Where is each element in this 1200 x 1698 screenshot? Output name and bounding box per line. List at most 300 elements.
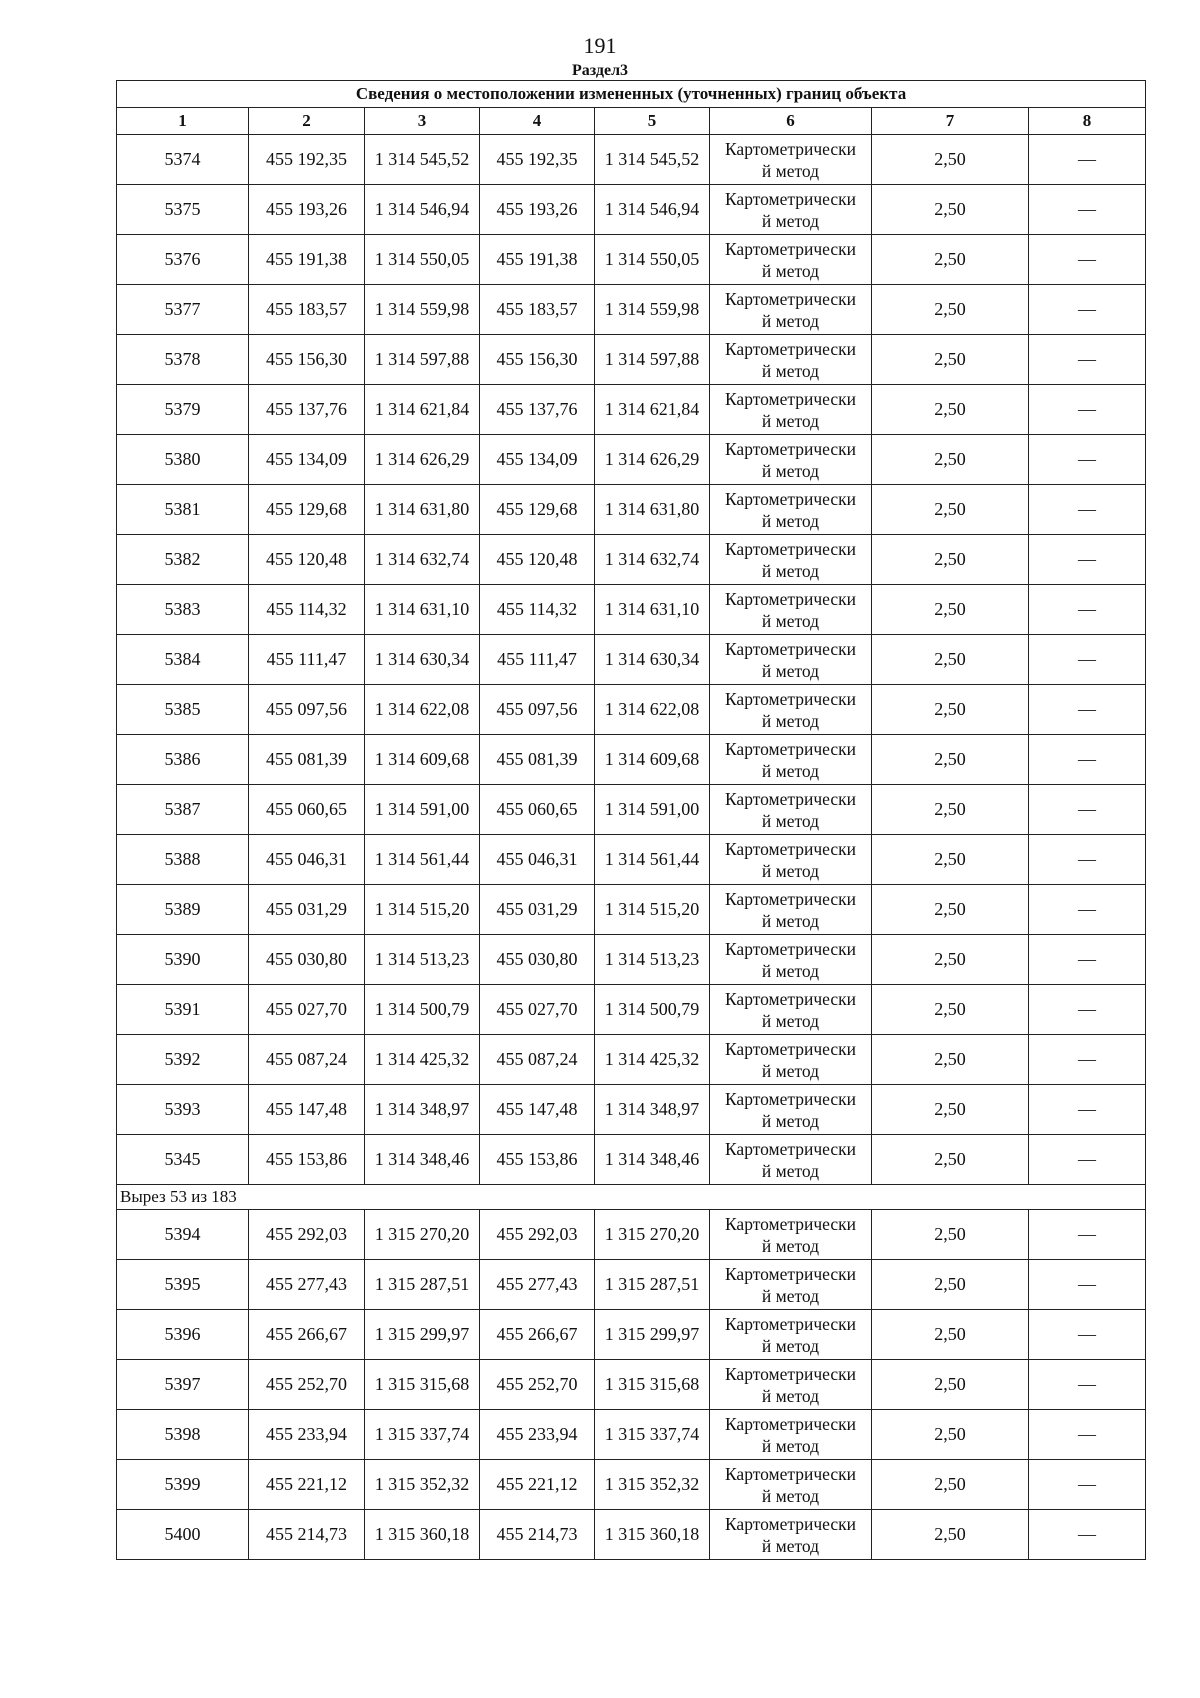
cell-y-new: 1 314 630,34 bbox=[595, 635, 710, 685]
cell-description: — bbox=[1029, 435, 1146, 485]
cell-point-number: 5383 bbox=[117, 585, 249, 635]
method-text: й метод bbox=[761, 1285, 820, 1306]
column-number: 2 bbox=[249, 108, 365, 135]
table-row bbox=[117, 1510, 1146, 1560]
cell-point-number: 5345 bbox=[117, 1135, 249, 1185]
cell-description: — bbox=[1029, 635, 1146, 685]
cell-point-number: 5396 bbox=[117, 1310, 249, 1360]
cell-point-number: 5375 bbox=[117, 185, 249, 235]
cell-x-existing: 455 221,12 bbox=[249, 1460, 365, 1510]
cell-description: — bbox=[1029, 235, 1146, 285]
cell-accuracy: 2,50 bbox=[872, 1210, 1029, 1260]
cell-y-existing: 1 314 631,10 bbox=[365, 585, 480, 635]
cell-point-number: 5400 bbox=[117, 1510, 249, 1560]
cell-y-existing: 1 314 513,23 bbox=[365, 935, 480, 985]
cell-description: — bbox=[1029, 1360, 1146, 1410]
cell-x-new: 455 266,67 bbox=[480, 1310, 595, 1360]
method-text: й метод bbox=[761, 860, 820, 881]
cell-point-number: 5379 bbox=[117, 385, 249, 435]
cell-x-new: 455 031,29 bbox=[480, 885, 595, 935]
cell-method bbox=[710, 1210, 872, 1260]
cell-accuracy: 2,50 bbox=[872, 335, 1029, 385]
cell-method bbox=[710, 485, 872, 535]
cell-y-new: 1 314 597,88 bbox=[595, 335, 710, 385]
method-text: й метод bbox=[761, 710, 820, 731]
cell-x-new: 455 046,31 bbox=[480, 835, 595, 885]
method-text: Картометрически bbox=[724, 1138, 857, 1159]
cell-method bbox=[710, 1360, 872, 1410]
cell-x-new: 455 221,12 bbox=[480, 1460, 595, 1510]
cell-y-new: 1 314 348,46 bbox=[595, 1135, 710, 1185]
cell-description: — bbox=[1029, 385, 1146, 435]
method-text: й метод bbox=[761, 260, 820, 281]
cell-description: — bbox=[1029, 335, 1146, 385]
method-text: й метод bbox=[761, 160, 820, 181]
cell-x-existing: 455 081,39 bbox=[249, 735, 365, 785]
cell-method bbox=[710, 1085, 872, 1135]
cell-description: — bbox=[1029, 835, 1146, 885]
cell-x-existing: 455 097,56 bbox=[249, 685, 365, 735]
cell-y-new: 1 314 631,10 bbox=[595, 585, 710, 635]
cell-y-new: 1 314 550,05 bbox=[595, 235, 710, 285]
cell-point-number: 5389 bbox=[117, 885, 249, 935]
cell-x-existing: 455 087,24 bbox=[249, 1035, 365, 1085]
column-number: 7 bbox=[872, 108, 1029, 135]
cell-x-new: 455 027,70 bbox=[480, 985, 595, 1035]
column-number: 1 bbox=[117, 108, 249, 135]
cell-accuracy: 2,50 bbox=[872, 885, 1029, 935]
column-number: 8 bbox=[1029, 108, 1146, 135]
cell-y-new: 1 315 299,97 bbox=[595, 1310, 710, 1360]
cell-accuracy: 2,50 bbox=[872, 585, 1029, 635]
method-text: Картометрически bbox=[724, 238, 857, 259]
method-text: Картометрически bbox=[724, 188, 857, 209]
cell-y-existing: 1 315 299,97 bbox=[365, 1310, 480, 1360]
method-text: Картометрически bbox=[724, 338, 857, 359]
cell-point-number: 5377 bbox=[117, 285, 249, 335]
cell-y-existing: 1 314 546,94 bbox=[365, 185, 480, 235]
cell-y-existing: 1 314 630,34 bbox=[365, 635, 480, 685]
cell-y-existing: 1 314 500,79 bbox=[365, 985, 480, 1035]
method-text: Картометрически bbox=[724, 988, 857, 1009]
contour-group-row bbox=[117, 1185, 1146, 1210]
table-row bbox=[117, 835, 1146, 885]
cell-point-number: 5386 bbox=[117, 735, 249, 785]
cell-y-new: 1 314 626,29 bbox=[595, 435, 710, 485]
cell-method bbox=[710, 1035, 872, 1085]
method-text: й метод bbox=[761, 910, 820, 931]
cell-accuracy: 2,50 bbox=[872, 285, 1029, 335]
cell-description: — bbox=[1029, 285, 1146, 335]
method-text: Картометрически bbox=[724, 1038, 857, 1059]
cell-y-new: 1 314 631,80 bbox=[595, 485, 710, 535]
cell-description: — bbox=[1029, 685, 1146, 735]
cell-point-number: 5387 bbox=[117, 785, 249, 835]
cell-accuracy: 2,50 bbox=[872, 435, 1029, 485]
method-text: й метод bbox=[761, 210, 820, 231]
cell-point-number: 5384 bbox=[117, 635, 249, 685]
method-text: й метод bbox=[761, 810, 820, 831]
table-row bbox=[117, 885, 1146, 935]
cell-y-new: 1 314 632,74 bbox=[595, 535, 710, 585]
cell-description: — bbox=[1029, 785, 1146, 835]
cell-method bbox=[710, 1460, 872, 1510]
cell-point-number: 5380 bbox=[117, 435, 249, 485]
cell-y-new: 1 314 609,68 bbox=[595, 735, 710, 785]
cell-y-new: 1 314 425,32 bbox=[595, 1035, 710, 1085]
method-text: Картометрически bbox=[724, 138, 857, 159]
cell-y-existing: 1 314 348,46 bbox=[365, 1135, 480, 1185]
cell-description: — bbox=[1029, 1210, 1146, 1260]
cell-x-existing: 455 252,70 bbox=[249, 1360, 365, 1410]
cell-description: — bbox=[1029, 1510, 1146, 1560]
cell-point-number: 5399 bbox=[117, 1460, 249, 1510]
cell-x-new: 455 191,38 bbox=[480, 235, 595, 285]
cell-x-new: 455 252,70 bbox=[480, 1360, 595, 1410]
cell-x-existing: 455 137,76 bbox=[249, 385, 365, 435]
cell-y-existing: 1 314 545,52 bbox=[365, 135, 480, 185]
cell-x-new: 455 137,76 bbox=[480, 385, 595, 435]
cell-y-existing: 1 314 550,05 bbox=[365, 235, 480, 285]
method-text: й метод bbox=[761, 1160, 820, 1181]
cell-x-existing: 455 134,09 bbox=[249, 435, 365, 485]
cell-method bbox=[710, 1510, 872, 1560]
table-row bbox=[117, 435, 1146, 485]
table-row bbox=[117, 335, 1146, 385]
cell-x-existing: 455 120,48 bbox=[249, 535, 365, 585]
cell-point-number: 5397 bbox=[117, 1360, 249, 1410]
cell-x-new: 455 111,47 bbox=[480, 635, 595, 685]
cell-point-number: 5378 bbox=[117, 335, 249, 385]
cell-y-new: 1 314 621,84 bbox=[595, 385, 710, 435]
cell-y-existing: 1 314 348,97 bbox=[365, 1085, 480, 1135]
cell-description: — bbox=[1029, 1135, 1146, 1185]
method-text: й метод bbox=[761, 360, 820, 381]
cell-y-existing: 1 314 621,84 bbox=[365, 385, 480, 435]
table-row bbox=[117, 1085, 1146, 1135]
method-text: й метод bbox=[761, 410, 820, 431]
cell-x-existing: 455 114,32 bbox=[249, 585, 365, 635]
cell-y-existing: 1 314 622,08 bbox=[365, 685, 480, 735]
cell-y-existing: 1 314 609,68 bbox=[365, 735, 480, 785]
method-text: й метод bbox=[761, 310, 820, 331]
cell-description: — bbox=[1029, 985, 1146, 1035]
cell-point-number: 5395 bbox=[117, 1260, 249, 1310]
cell-description: — bbox=[1029, 135, 1146, 185]
method-text: й метод bbox=[761, 1435, 820, 1456]
method-text: Картометрически bbox=[724, 738, 857, 759]
cell-method bbox=[710, 135, 872, 185]
cell-method bbox=[710, 185, 872, 235]
cell-x-new: 455 030,80 bbox=[480, 935, 595, 985]
method-text: й метод bbox=[761, 660, 820, 681]
table-row bbox=[117, 535, 1146, 585]
cell-description: — bbox=[1029, 1310, 1146, 1360]
cell-x-existing: 455 277,43 bbox=[249, 1260, 365, 1310]
cell-x-new: 455 183,57 bbox=[480, 285, 595, 335]
cell-y-new: 1 314 348,97 bbox=[595, 1085, 710, 1135]
method-text: й метод bbox=[761, 1010, 820, 1031]
cell-description: — bbox=[1029, 1410, 1146, 1460]
method-text: й метод bbox=[761, 1535, 820, 1556]
cell-point-number: 5388 bbox=[117, 835, 249, 885]
cell-method bbox=[710, 335, 872, 385]
table-row bbox=[117, 1135, 1146, 1185]
section-title: Раздел3 bbox=[571, 62, 629, 79]
cell-x-new: 455 120,48 bbox=[480, 535, 595, 585]
column-number: 6 bbox=[710, 108, 872, 135]
method-text: Картометрически bbox=[724, 488, 857, 509]
table-row bbox=[117, 985, 1146, 1035]
method-text: Картометрически bbox=[724, 1413, 857, 1434]
cell-y-existing: 1 314 626,29 bbox=[365, 435, 480, 485]
cell-x-existing: 455 193,26 bbox=[249, 185, 365, 235]
cell-x-existing: 455 191,38 bbox=[249, 235, 365, 285]
cell-point-number: 5398 bbox=[117, 1410, 249, 1460]
cell-method bbox=[710, 785, 872, 835]
cell-description: — bbox=[1029, 885, 1146, 935]
cell-point-number: 5376 bbox=[117, 235, 249, 285]
cell-accuracy: 2,50 bbox=[872, 1035, 1029, 1085]
cell-x-new: 455 087,24 bbox=[480, 1035, 595, 1085]
table-row bbox=[117, 1360, 1146, 1410]
column-number: 5 bbox=[595, 108, 710, 135]
cell-y-new: 1 314 500,79 bbox=[595, 985, 710, 1035]
cell-x-existing: 455 031,29 bbox=[249, 885, 365, 935]
cell-accuracy: 2,50 bbox=[872, 985, 1029, 1035]
cell-y-existing: 1 315 360,18 bbox=[365, 1510, 480, 1560]
cell-x-new: 455 060,65 bbox=[480, 785, 595, 835]
cell-x-new: 455 153,86 bbox=[480, 1135, 595, 1185]
cell-y-existing: 1 315 287,51 bbox=[365, 1260, 480, 1310]
cell-method bbox=[710, 285, 872, 335]
cell-description: — bbox=[1029, 185, 1146, 235]
cell-method bbox=[710, 885, 872, 935]
method-text: й метод bbox=[761, 610, 820, 631]
table-row bbox=[117, 235, 1146, 285]
table-row bbox=[117, 135, 1146, 185]
cell-description: — bbox=[1029, 1260, 1146, 1310]
cell-method bbox=[710, 735, 872, 785]
cell-description: — bbox=[1029, 1085, 1146, 1135]
method-text: й метод bbox=[761, 1385, 820, 1406]
cell-y-new: 1 315 270,20 bbox=[595, 1210, 710, 1260]
method-text: Картометрически bbox=[724, 838, 857, 859]
cell-x-existing: 455 266,67 bbox=[249, 1310, 365, 1360]
cell-method bbox=[710, 935, 872, 985]
cell-point-number: 5390 bbox=[117, 935, 249, 985]
table-caption-row bbox=[117, 81, 1146, 108]
cell-accuracy: 2,50 bbox=[872, 185, 1029, 235]
cell-y-new: 1 314 513,23 bbox=[595, 935, 710, 985]
cell-x-existing: 455 027,70 bbox=[249, 985, 365, 1035]
cell-x-existing: 455 111,47 bbox=[249, 635, 365, 685]
cell-x-existing: 455 292,03 bbox=[249, 1210, 365, 1260]
method-text: Картометрически bbox=[724, 1363, 857, 1384]
cell-y-existing: 1 314 559,98 bbox=[365, 285, 480, 335]
method-text: й метод bbox=[761, 1235, 820, 1256]
cell-accuracy: 2,50 bbox=[872, 1135, 1029, 1185]
cell-x-existing: 455 129,68 bbox=[249, 485, 365, 535]
cell-accuracy: 2,50 bbox=[872, 385, 1029, 435]
cell-accuracy: 2,50 bbox=[872, 835, 1029, 885]
method-text: Картометрически bbox=[724, 888, 857, 909]
table-row bbox=[117, 685, 1146, 735]
cell-x-existing: 455 153,86 bbox=[249, 1135, 365, 1185]
cell-point-number: 5394 bbox=[117, 1210, 249, 1260]
column-number: 4 bbox=[480, 108, 595, 135]
boundary-table bbox=[116, 80, 1146, 1560]
method-text: Картометрически bbox=[724, 538, 857, 559]
cell-accuracy: 2,50 bbox=[872, 1410, 1029, 1460]
cell-y-new: 1 314 559,98 bbox=[595, 285, 710, 335]
cell-method bbox=[710, 835, 872, 885]
cell-y-new: 1 314 561,44 bbox=[595, 835, 710, 885]
cell-x-new: 455 193,26 bbox=[480, 185, 595, 235]
cell-accuracy: 2,50 bbox=[872, 635, 1029, 685]
cell-method bbox=[710, 385, 872, 435]
table-row bbox=[117, 1210, 1146, 1260]
table-row bbox=[117, 935, 1146, 985]
cell-point-number: 5374 bbox=[117, 135, 249, 185]
table-row bbox=[117, 1410, 1146, 1460]
cell-description: — bbox=[1029, 1035, 1146, 1085]
column-number: 3 bbox=[365, 108, 480, 135]
method-text: й метод bbox=[761, 960, 820, 981]
cell-y-existing: 1 314 561,44 bbox=[365, 835, 480, 885]
cell-method bbox=[710, 535, 872, 585]
method-text: Картометрически bbox=[724, 1213, 857, 1234]
cell-point-number: 5382 bbox=[117, 535, 249, 585]
cell-x-new: 455 214,73 bbox=[480, 1510, 595, 1560]
cell-accuracy: 2,50 bbox=[872, 1085, 1029, 1135]
cell-accuracy: 2,50 bbox=[872, 785, 1029, 835]
table-row bbox=[117, 585, 1146, 635]
cell-accuracy: 2,50 bbox=[872, 1460, 1029, 1510]
method-text: й метод bbox=[761, 1110, 820, 1131]
cell-method bbox=[710, 435, 872, 485]
table-row bbox=[117, 285, 1146, 335]
method-text: Картометрически bbox=[724, 788, 857, 809]
cell-accuracy: 2,50 bbox=[872, 485, 1029, 535]
cell-accuracy: 2,50 bbox=[872, 1310, 1029, 1360]
table-caption: Сведения о местоположении измененных (уточненных) границ объекта bbox=[117, 81, 1146, 108]
cell-point-number: 5385 bbox=[117, 685, 249, 735]
method-text: Картометрически bbox=[724, 1463, 857, 1484]
cell-y-new: 1 315 337,74 bbox=[595, 1410, 710, 1460]
cell-y-existing: 1 315 337,74 bbox=[365, 1410, 480, 1460]
cell-accuracy: 2,50 bbox=[872, 1360, 1029, 1410]
table-row bbox=[117, 185, 1146, 235]
cell-y-new: 1 314 591,00 bbox=[595, 785, 710, 835]
cell-method bbox=[710, 1135, 872, 1185]
cell-x-existing: 455 233,94 bbox=[249, 1410, 365, 1460]
cell-description: — bbox=[1029, 535, 1146, 585]
method-text: й метод bbox=[761, 560, 820, 581]
cell-description: — bbox=[1029, 585, 1146, 635]
cell-y-new: 1 314 622,08 bbox=[595, 685, 710, 735]
cell-x-existing: 455 214,73 bbox=[249, 1510, 365, 1560]
cell-x-new: 455 097,56 bbox=[480, 685, 595, 735]
table-row bbox=[117, 1035, 1146, 1085]
cell-method bbox=[710, 1310, 872, 1360]
cell-accuracy: 2,50 bbox=[872, 135, 1029, 185]
cell-y-existing: 1 314 631,80 bbox=[365, 485, 480, 535]
method-text: й метод bbox=[761, 460, 820, 481]
cell-y-existing: 1 315 270,20 bbox=[365, 1210, 480, 1260]
table-row bbox=[117, 785, 1146, 835]
cell-x-existing: 455 183,57 bbox=[249, 285, 365, 335]
cell-y-new: 1 315 315,68 bbox=[595, 1360, 710, 1410]
cell-y-existing: 1 314 591,00 bbox=[365, 785, 480, 835]
cell-accuracy: 2,50 bbox=[872, 1260, 1029, 1310]
cell-method bbox=[710, 635, 872, 685]
cell-y-existing: 1 314 597,88 bbox=[365, 335, 480, 385]
cell-description: — bbox=[1029, 485, 1146, 535]
cell-accuracy: 2,50 bbox=[872, 935, 1029, 985]
table-row bbox=[117, 735, 1146, 785]
cell-y-existing: 1 314 425,32 bbox=[365, 1035, 480, 1085]
cell-x-existing: 455 030,80 bbox=[249, 935, 365, 985]
method-text: Картометрически bbox=[724, 288, 857, 309]
cell-x-existing: 455 060,65 bbox=[249, 785, 365, 835]
cell-y-existing: 1 315 315,68 bbox=[365, 1360, 480, 1410]
method-text: Картометрически bbox=[724, 438, 857, 459]
cell-point-number: 5392 bbox=[117, 1035, 249, 1085]
cell-y-new: 1 315 352,32 bbox=[595, 1460, 710, 1510]
table-row bbox=[117, 485, 1146, 535]
cell-x-new: 455 292,03 bbox=[480, 1210, 595, 1260]
cell-x-new: 455 277,43 bbox=[480, 1260, 595, 1310]
cell-x-new: 455 129,68 bbox=[480, 485, 595, 535]
method-text: Картометрически bbox=[724, 938, 857, 959]
cell-accuracy: 2,50 bbox=[872, 735, 1029, 785]
cell-x-new: 455 134,09 bbox=[480, 435, 595, 485]
cell-x-existing: 455 147,48 bbox=[249, 1085, 365, 1135]
cell-y-new: 1 315 360,18 bbox=[595, 1510, 710, 1560]
method-text: Картометрически bbox=[724, 1313, 857, 1334]
table-row bbox=[117, 635, 1146, 685]
table-row bbox=[117, 1460, 1146, 1510]
cell-x-new: 455 147,48 bbox=[480, 1085, 595, 1135]
cell-method bbox=[710, 1410, 872, 1460]
cell-description: — bbox=[1029, 1460, 1146, 1510]
cell-accuracy: 2,50 bbox=[872, 1510, 1029, 1560]
cell-method bbox=[710, 585, 872, 635]
table-row bbox=[117, 385, 1146, 435]
cell-method bbox=[710, 235, 872, 285]
cell-accuracy: 2,50 bbox=[872, 685, 1029, 735]
cell-y-existing: 1 314 515,20 bbox=[365, 885, 480, 935]
cell-x-existing: 455 046,31 bbox=[249, 835, 365, 885]
cell-y-existing: 1 314 632,74 bbox=[365, 535, 480, 585]
cell-point-number: 5381 bbox=[117, 485, 249, 535]
cell-x-new: 455 081,39 bbox=[480, 735, 595, 785]
cell-description: — bbox=[1029, 935, 1146, 985]
contour-group-label: Вырез 53 из 183 bbox=[117, 1185, 1146, 1210]
cell-x-existing: 455 192,35 bbox=[249, 135, 365, 185]
page-number: 191 bbox=[583, 33, 617, 58]
method-text: й метод bbox=[761, 510, 820, 531]
method-text: Картометрически bbox=[724, 1513, 857, 1534]
cell-y-new: 1 314 515,20 bbox=[595, 885, 710, 935]
cell-accuracy: 2,50 bbox=[872, 535, 1029, 585]
cell-y-new: 1 314 545,52 bbox=[595, 135, 710, 185]
method-text: Картометрически bbox=[724, 388, 857, 409]
cell-y-new: 1 314 546,94 bbox=[595, 185, 710, 235]
cell-x-new: 455 192,35 bbox=[480, 135, 595, 185]
cell-y-existing: 1 315 352,32 bbox=[365, 1460, 480, 1510]
